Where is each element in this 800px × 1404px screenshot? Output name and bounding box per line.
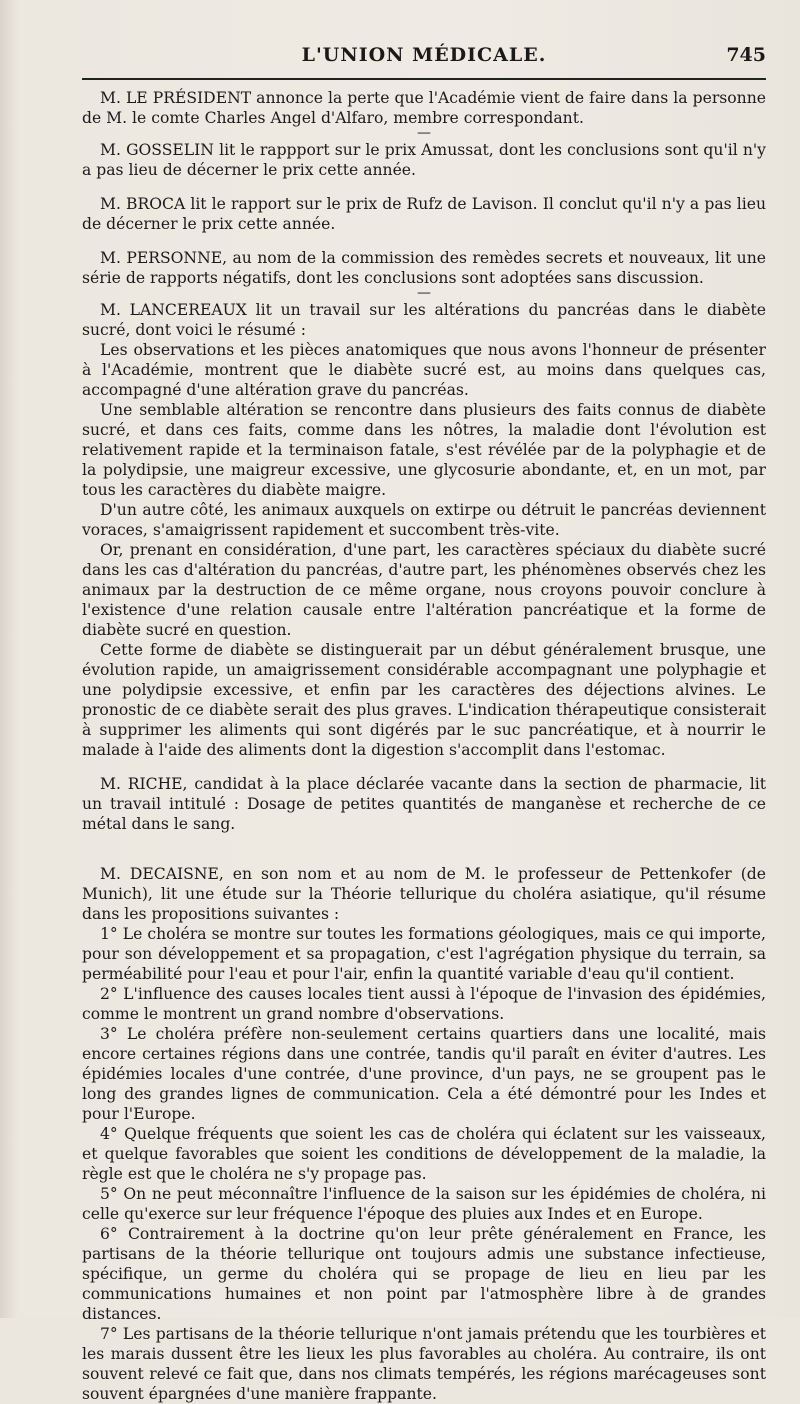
paragraph-conclusion: Or, prenant en considération, d'une part, les caractères spéciaux du diabète sucré dans les cas d'altération du pancréas, d'autre part, les phénomènes observés chez les animaux par la destruction de ce même organe, nous croyons pouvoir conclure à l'existence d'une relation causale entre l'altération pancréatique et la forme de diabète sucré en question. [82,541,766,639]
separator-dash: — [417,125,431,141]
paragraph-observations: Les observations et les pièces anatomiques que nous avons l'honneur de présenter à l'Académie, montrent que le diabète sucré est, au moins dans quelques cas, accompagné d'une altération grave du pancréas. [82,341,766,399]
proposition-2: 2° L'influence des causes locales tient aussi à l'époque de l'invasion des épidémies, comme le montrent un grand nombre d'observations. [82,985,766,1023]
paragraph-gosselin: M. GOSSELIN lit le rappport sur le prix Amussat, dont les conclusions sont qu'il n'y a pas lieu de décerner le prix cette année. [82,141,766,179]
separator-dash: — [417,285,431,301]
paragraph-riche: M. RICHE, candidat à la place déclarée vacante dans la section de pharmacie, lit un travail intitulé : Dosage de petites quantités de manganèse et recherche de ce métal dans le sang. [82,775,766,833]
article-body [82,88,766,1404]
paragraph-broca: M. BROCA lit le rapport sur le prix de Rufz de Lavison. Il conclut qu'il n'y a pas lieu de décerner le prix cette année. [82,195,766,233]
proposition-5: 5° On ne peut méconnaître l'influence de la saison sur les épidémies de choléra, ni celle qu'exerce sur leur fréquence l'époque des pluies aux Indes et en Europe. [82,1185,766,1223]
paragraph-forme-diabete: Cette forme de diabète se distinguerait par un début généralement brusque, une évolution rapide, un amaigrissement considérable accompagnant une polyphagie et une polydipsie excessive, et enfin par les caractères des déjections alvines. Le pronostic de ce diabète serait des plus graves. L'indication thérapeutique consisterait à supprimer les aliments qui sont digérés par le suc pancréatique, et à nourrir le malade à l'aide des aliments dont la digestion s'accomplit dans l'estomac. [82,641,766,759]
paragraph-president: M. LE PRÉSIDENT annonce la perte que l'Académie vient de faire dans la personne de M. le comte Charles Angel d'Alfaro, membre correspondant. [82,89,766,127]
proposition-7: 7° Les partisans de la théorie tellurique n'ont jamais prétendu que les tourbières et les marais dussent être les lieux les plus favorables au choléra. Au contraire, ils ont souvent relevé ce fait que, dans nos climats tempérés, les régions marécageuses sont souvent épargnées d'une manière frappante. [82,1325,766,1403]
proposition-4: 4° Quelque fréquents que soient les cas de choléra qui éclatent sur les vaisseaux, et quelque favorables que soient les conditions de développement de la maladie, la règle est que le choléra ne s'y propage pas. [82,1125,766,1183]
paragraph-decaisne: M. DECAISNE, en son nom et au nom de M. le professeur de Pettenkofer (de Munich), lit une étude sur la Théorie tellurique du choléra asiatique, qu'il résume dans les propositions suivantes : [82,865,766,923]
proposition-1: 1° Le choléra se montre sur toutes les formations géologiques, mais ce qui importe, pour son développement et sa propagation, c'est l'agrégation physique du terrain, sa perméabilité pour l'eau et pour l'air, enfin la quantité variable d'eau qu'il contient. [82,925,766,983]
proposition-3: 3° Le choléra préfère non-seulement certains quartiers dans une localité, mais encore certaines régions dans une contrée, tandis qu'il paraît en éviter d'autres. Les épidémies locales d'une contrée, d'une province, d'un pays, ne se groupent pas le long des grandes lignes de communication. Cela a été démontré pour les Indes et pour l'Europe. [82,1025,766,1123]
paragraph-alteration: Une semblable altération se rencontre dans plusieurs des faits connus de diabète sucré, et dans ces faits, comme dans les nôtres, la maladie dont l'évolution est relativement rapide et la terminaison fatale, s'est révélée par de la polyphagie et de la polydipsie, une maigreur excessive, une glycosurie abondante, et, en un mot, par tous les caractères du diabète maigre. [82,401,766,499]
page-header [82,38,766,80]
paragraph-animaux: D'un autre côté, les animaux auxquels on extirpe ou détruit le pancréas deviennent voraces, s'amaigrissent rapidement et succombent très-vite. [82,501,766,539]
paragraph-personne: M. PERSONNE, au nom de la commission des remèdes secrets et nouveaux, lit une série de rapports négatifs, dont les conclusions sont adoptées sans discussion. [82,249,766,287]
journal-title: L'UNION MÉDICALE. [301,44,547,66]
paragraph-lancereaux: M. LANCEREAUX lit un travail sur les altérations du pancréas dans le diabète sucré, dont voici le résumé : [82,301,766,339]
proposition-6: 6° Contrairement à la doctrine qu'on leur prête généralement en France, les partisans de la théorie tellurique ont toujours admis une substance infectieuse, spécifique, un germe du choléra qui se propage de lieu en lieu par les communications humaines et non point par l'atmosphère libre à de grandes distances. [82,1225,766,1323]
page-number: 745 [726,44,766,66]
